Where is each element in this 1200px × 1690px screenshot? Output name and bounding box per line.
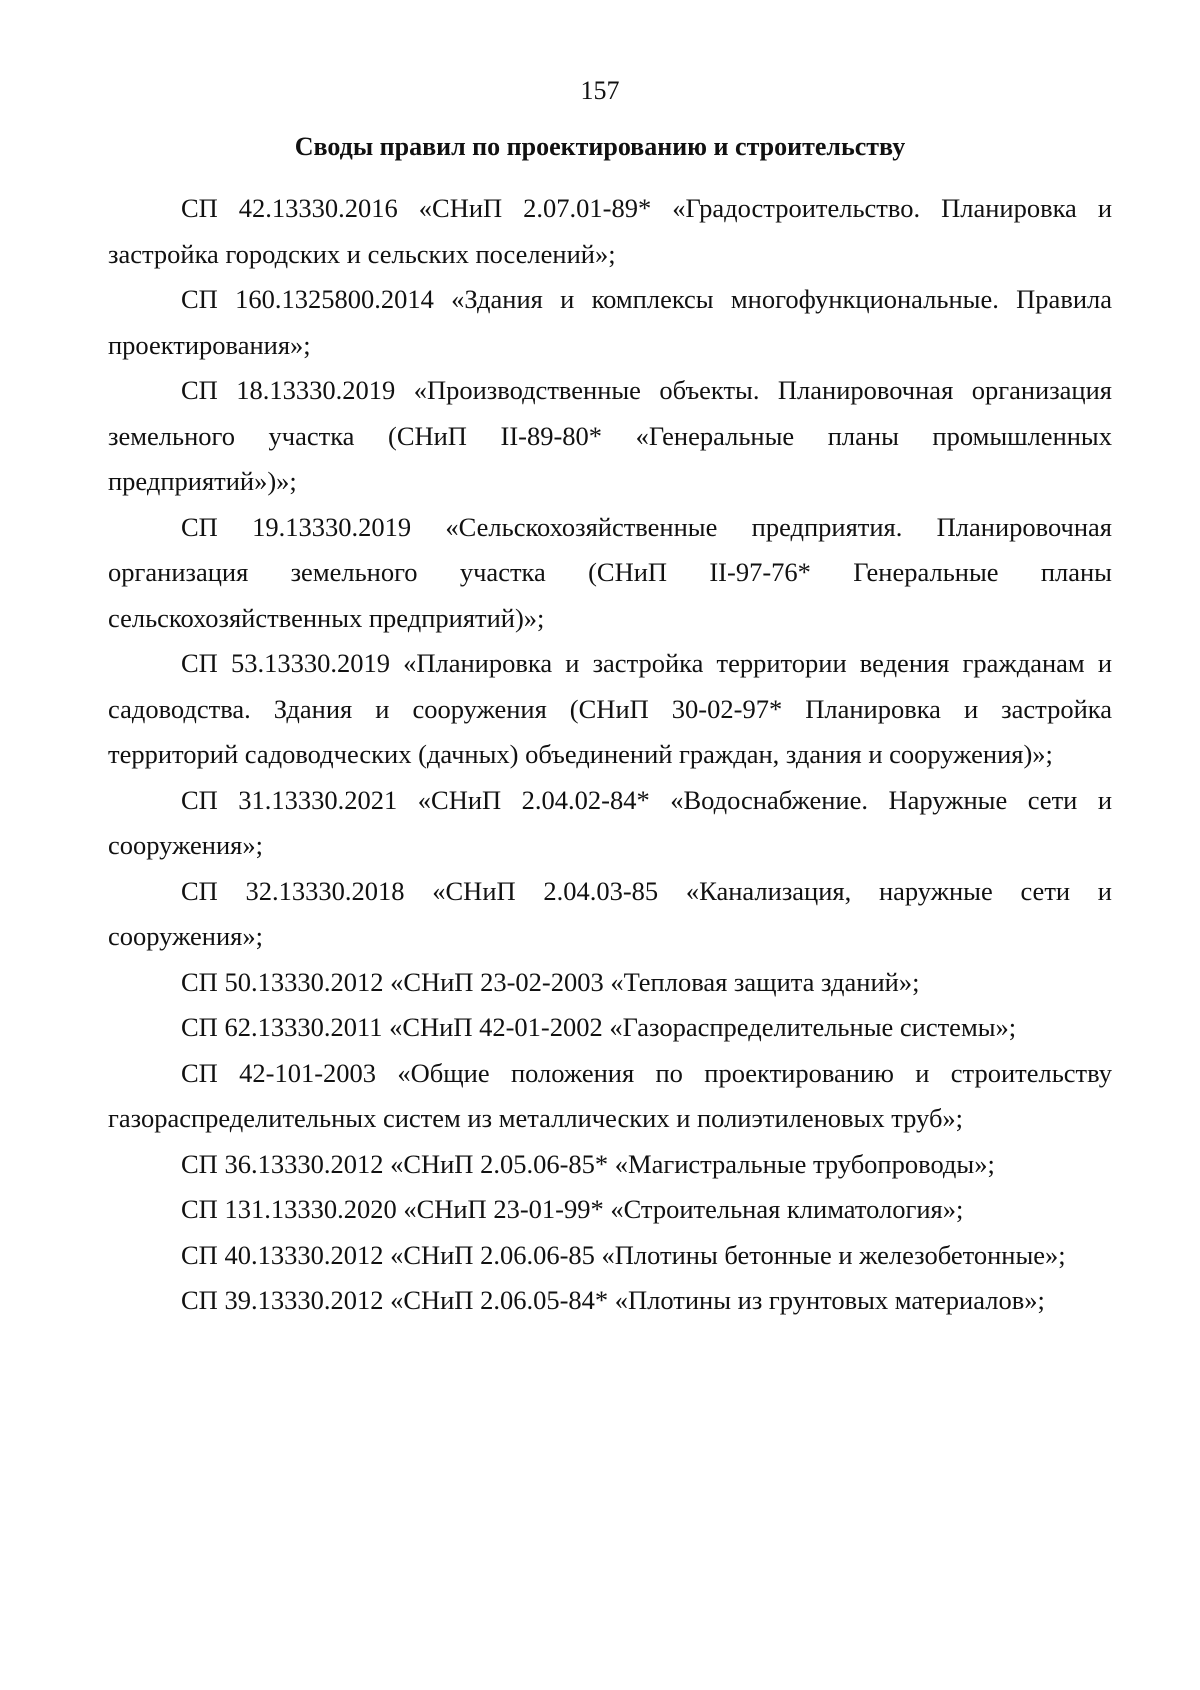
list-item: СП 42.13330.2016 «СНиП 2.07.01-89* «Градостроительство. Планировка и застройка городских и сельских поселений»; xyxy=(108,193,1112,269)
list-item: СП 131.13330.2020 «СНиП 23-01-99* «Строительная климатология»; xyxy=(181,1194,964,1224)
entries-list xyxy=(108,186,1112,1324)
list-item: СП 53.13330.2019 «Планировка и застройка территории ведения гражданам и садоводства. Здания и сооружения (СНиП 30-02-97* Планировка и застройка территорий садоводческих (дачных) объединений граждан, здания и сооружения)»; xyxy=(108,648,1112,769)
list-item: СП 42-101-2003 «Общие положения по проектированию и строительству газораспределительных систем из металлических и полиэтиленовых труб»; xyxy=(108,1057,1112,1133)
list-item: СП 50.13330.2012 «СНиП 23-02-2003 «Тепловая защита зданий»; xyxy=(181,966,920,997)
list-item: СП 160.1325800.2014 «Здания и комплексы многофункциональные. Правила проектирования»; xyxy=(108,284,1112,360)
section-heading: Своды правил по проектированию и строительству xyxy=(294,132,906,161)
list-item: СП 31.13330.2021 «СНиП 2.04.02-84* «Водоснабжение. Наружные сети и сооружения»; xyxy=(108,784,1112,860)
list-item: СП 40.13330.2012 «СНиП 2.06.06-85 «Плотины бетонные и железобетонные»; xyxy=(181,1239,1066,1270)
list-item: СП 32.13330.2018 «СНиП 2.04.03-85 «Канализация, наружные сети и сооружения»; xyxy=(108,875,1112,951)
list-item: СП 18.13330.2019 «Производственные объекты. Планировочная организация земельного участка (СНиП II-89-80* «Генеральные планы промышленных предприятий»)»; xyxy=(108,375,1112,496)
list-item: СП 19.13330.2019 «Сельскохозяйственные предприятия. Планировочная организация земельного участка (СНиП II-97-76* Генеральные планы сельскохозяйственных предприятий)»; xyxy=(108,511,1112,633)
page-number: 157 xyxy=(580,76,620,105)
list-item: СП 62.13330.2011 «СНиП 42-01-2002 «Газораспределительные системы»; xyxy=(181,1012,1017,1042)
list-item: СП 36.13330.2012 «СНиП 2.05.06-85* «Магистральные трубопроводы»; xyxy=(181,1148,995,1179)
list-item: СП 39.13330.2012 «СНиП 2.06.05-84* «Плотины из грунтовых материалов»; xyxy=(181,1285,1045,1315)
